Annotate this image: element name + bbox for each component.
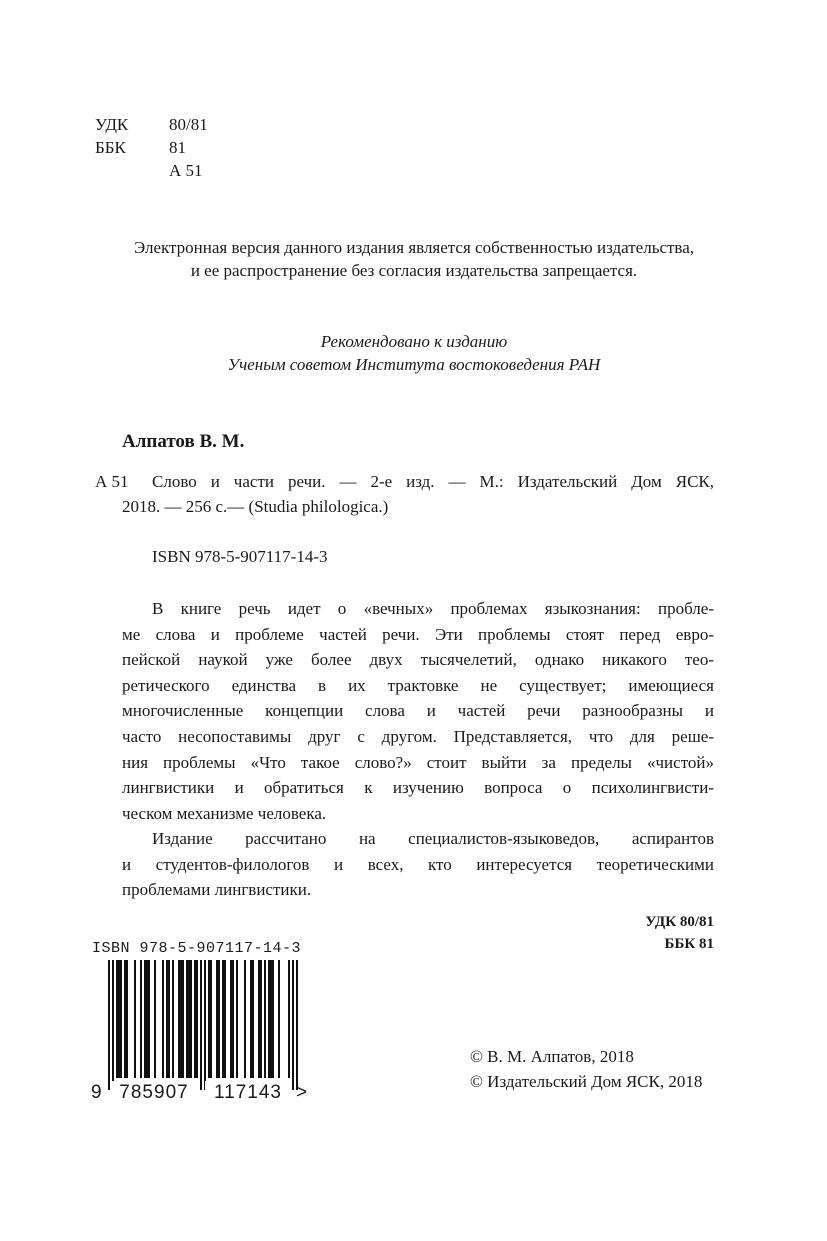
- abstract-line: многочисленные концепции слова и частей речи разнообразны и: [122, 701, 714, 721]
- barcode-bar: [272, 960, 274, 1078]
- barcode-image: [108, 960, 300, 1090]
- barcode-bar: [244, 960, 246, 1078]
- barcode-bar: [208, 960, 210, 1078]
- bottom-udk: УДК 80/81: [645, 914, 714, 930]
- barcode-bar: [148, 960, 150, 1078]
- udk-value: 80/81: [169, 115, 208, 134]
- barcode-bar: [118, 960, 120, 1078]
- abstract-line: Издание рассчитано на специалистов-языковедов, аспирантов: [152, 829, 714, 848]
- copyright-publisher: © Издательский Дом ЯСК, 2018: [470, 1072, 703, 1091]
- barcode-bar: [188, 960, 190, 1078]
- barcode-bar: [180, 960, 182, 1078]
- barcode-bar: [288, 960, 290, 1078]
- barcode-bar: [178, 960, 180, 1078]
- copyright-author: © В. М. Алпатов, 2018: [470, 1047, 634, 1066]
- abstract-line: ния проблемы «Что такое слово?» стоит выйти за пределы «чистой»: [122, 752, 714, 772]
- barcode-bar: [270, 960, 272, 1078]
- barcode-right-digits: 117143: [205, 1081, 291, 1105]
- barcode-bar: [116, 960, 118, 1078]
- barcode-bar: [190, 960, 192, 1078]
- barcode-isbn-text: ISBN 978-5-907117-14-3: [92, 940, 302, 957]
- recommendation-line-2: Ученым советом Института востоковедения РАН: [227, 355, 601, 374]
- bbk-value: 81: [169, 138, 186, 157]
- abstract-line: и студентов-филологов и всех, кто интересуется теоретическими: [122, 854, 714, 874]
- abstract-line: ретического единства в их трактовке не существует; имеющиеся: [122, 675, 714, 695]
- barcode-bar: [222, 960, 224, 1078]
- barcode-bar: [236, 960, 238, 1078]
- barcode-bar: [260, 960, 262, 1078]
- barcode-bar: [186, 960, 188, 1078]
- barcode-bar: [126, 960, 128, 1078]
- abstract-line: часто несопоставимы друг с другом. Представляется, что для реше-: [122, 726, 714, 746]
- barcode-bar: [154, 960, 156, 1078]
- abstract-line: пейской наукой уже более двух тысячелетий, однако никакого тео-: [122, 650, 714, 670]
- barcode-bar: [292, 960, 294, 1090]
- bibliography-line-2: 2018. — 256 с.— (Studia philologica.): [122, 497, 389, 516]
- barcode-bar: [232, 960, 234, 1078]
- bibliography-mark: А 51: [95, 472, 129, 491]
- barcode-bar: [162, 960, 164, 1078]
- author-name: Алпатов В. М.: [122, 431, 245, 452]
- barcode-bar: [218, 960, 220, 1078]
- barcode-bar: [264, 960, 266, 1078]
- barcode-left-digits: 785907: [111, 1081, 197, 1105]
- barcode-arrow: >: [296, 1082, 308, 1103]
- notice-line-1: Электронная версия данного издания является собственностью издательства,: [133, 238, 695, 257]
- notice-line-2: и ее распространение без согласия издательства запрещается.: [190, 261, 638, 280]
- recommendation-line-1: Рекомендовано к изданию: [320, 332, 508, 351]
- abstract-line: В книге речь идет о «вечных» проблемах языкознания: пробле-: [152, 599, 714, 618]
- barcode-bar: [230, 960, 232, 1078]
- bibliography-line-1: Слово и части речи. — 2-е изд. — М.: Издательский Дом ЯСК,: [152, 472, 714, 491]
- barcode-bar: [250, 960, 252, 1078]
- author-mark: А 51: [169, 161, 203, 180]
- barcode-bar: [200, 960, 202, 1090]
- bottom-bbk: ББК 81: [664, 936, 714, 952]
- barcode-bar: [124, 960, 126, 1078]
- barcode-bar: [278, 960, 280, 1078]
- barcode-bar: [204, 960, 206, 1090]
- barcode-bar: [168, 960, 170, 1078]
- barcode-bar: [166, 960, 168, 1078]
- barcode-bar: [258, 960, 260, 1078]
- abstract-paragraph-2: [122, 826, 714, 903]
- barcode-bar: [146, 960, 148, 1078]
- barcode-bar: [224, 960, 226, 1078]
- barcode-bar: [216, 960, 218, 1078]
- abstract-line: лингвистики и обратиться к изучению вопроса о психолингвисти-: [122, 778, 714, 798]
- abstract-line: ческом механизме человека.: [122, 803, 327, 823]
- barcode-bar: [120, 960, 122, 1078]
- barcode-bar: [252, 960, 254, 1078]
- barcode-bar: [182, 960, 184, 1078]
- barcode-first-digit: 9: [91, 1082, 102, 1103]
- udk-label: УДК: [95, 115, 129, 134]
- abstract-line: проблемами лингвистики.: [122, 880, 312, 900]
- abstract-line: ме слова и проблеме частей речи. Эти проблемы стоят перед евро-: [122, 624, 714, 644]
- bbk-label: ББК: [95, 138, 126, 157]
- barcode-bar: [196, 960, 198, 1078]
- isbn-line: ISBN 978-5-907117-14-3: [152, 547, 328, 566]
- barcode-bar: [144, 960, 146, 1078]
- barcode-bar: [194, 960, 196, 1078]
- barcode-bar: [108, 960, 110, 1090]
- barcode-bar: [134, 960, 136, 1078]
- barcode-bar: [210, 960, 212, 1078]
- barcode-bar: [172, 960, 174, 1078]
- barcode-bar: [268, 960, 270, 1078]
- barcode-bar: [140, 960, 142, 1078]
- barcode-bar: [112, 960, 114, 1090]
- barcode-bar: [296, 960, 298, 1090]
- abstract-paragraph-1: [122, 596, 714, 826]
